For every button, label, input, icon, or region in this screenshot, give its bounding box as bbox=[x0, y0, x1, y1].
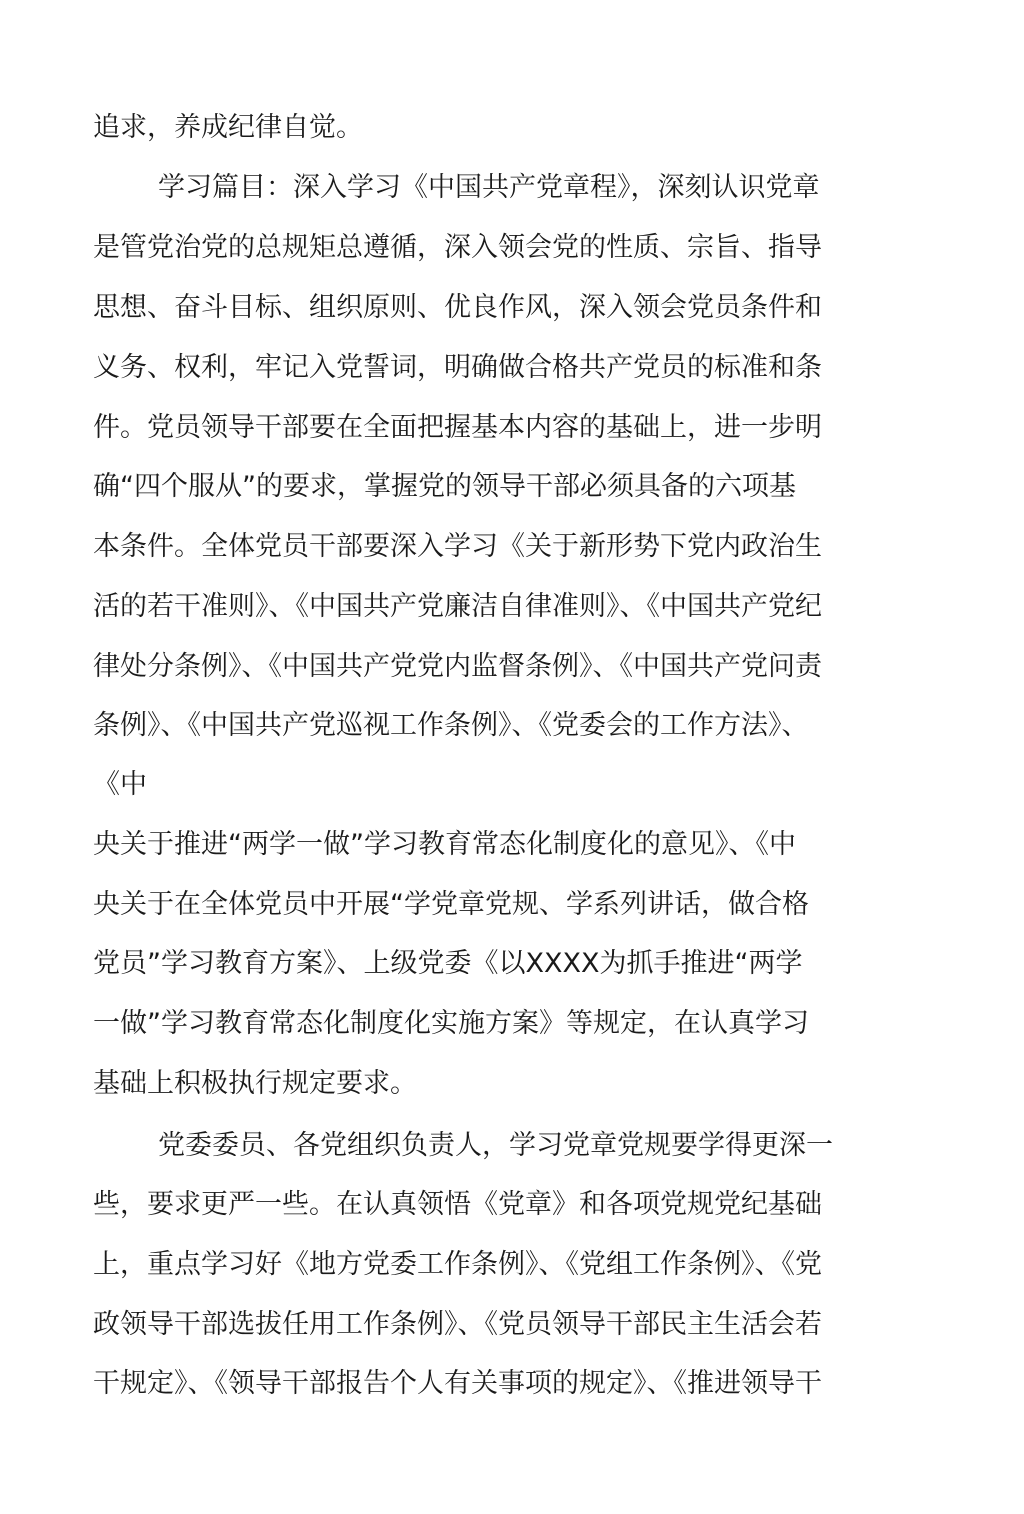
paragraph-start-line: 学习篇目：深入学习《中国共产党章程》，深刻认识党章 bbox=[158, 172, 820, 203]
text-line: 党员”学习教育方案》、上级党委《以XXXX为抓手推进“两学 bbox=[93, 948, 803, 979]
text-line: 是管党治党的总规矩总遵循，深入领会党的性质、宗旨、指导 bbox=[93, 232, 822, 263]
text-line: 活的若干准则》、《中国共产党廉洁自律准则》、《中国共产党纪 bbox=[93, 591, 822, 622]
text-line: 思想、奋斗目标、组织原则、优良作风，深入领会党员条件和 bbox=[93, 292, 822, 323]
text-line: 律处分条例》、《中国共产党党内监督条例》、《中国共产党问责 bbox=[93, 651, 822, 682]
text-line: 上，重点学习好《地方党委工作条例》、《党组工作条例》、《党 bbox=[93, 1249, 822, 1280]
text-line: 央关于在全体党员中开展“学党章党规、学系列讲话，做合格 bbox=[93, 889, 809, 920]
text-line: 政领导干部选拔任用工作条例》、《党员领导干部民主生活会若 bbox=[93, 1309, 822, 1340]
text-line: 件。党员领导干部要在全面把握基本内容的基础上，进一步明 bbox=[93, 412, 822, 443]
text-line: 基础上积极执行规定要求。 bbox=[93, 1068, 417, 1099]
paragraph-start-line: 党委委员、各党组织负责人，学习党章党规要学得更深一 bbox=[158, 1130, 833, 1161]
text-line: 《中 bbox=[93, 769, 147, 800]
text-line: 条例》、《中国共产党巡视工作条例》、《党委会的工作方法》、 bbox=[93, 710, 809, 741]
text-line: 本条件。全体党员干部要深入学习《关于新形势下党内政治生 bbox=[93, 531, 822, 562]
text-line: 义务、权利，牢记入党誓词，明确做合格共产党员的标准和条 bbox=[93, 352, 822, 383]
text-line: 央关于推进“两学一做”学习教育常态化制度化的意见》、《中 bbox=[93, 829, 796, 860]
text-line: 追求，养成纪律自觉。 bbox=[93, 112, 363, 143]
text-line: 确“四个服从”的要求，掌握党的领导干部必须具备的六项基 bbox=[93, 471, 796, 502]
text-line: 些，要求更严一些。在认真领悟《党章》和各项党规党纪基础 bbox=[93, 1189, 822, 1220]
text-line: 一做”学习教育常态化制度化实施方案》等规定，在认真学习 bbox=[93, 1008, 809, 1039]
text-line: 干规定》、《领导干部报告个人有关事项的规定》、《推进领导干 bbox=[93, 1368, 822, 1399]
